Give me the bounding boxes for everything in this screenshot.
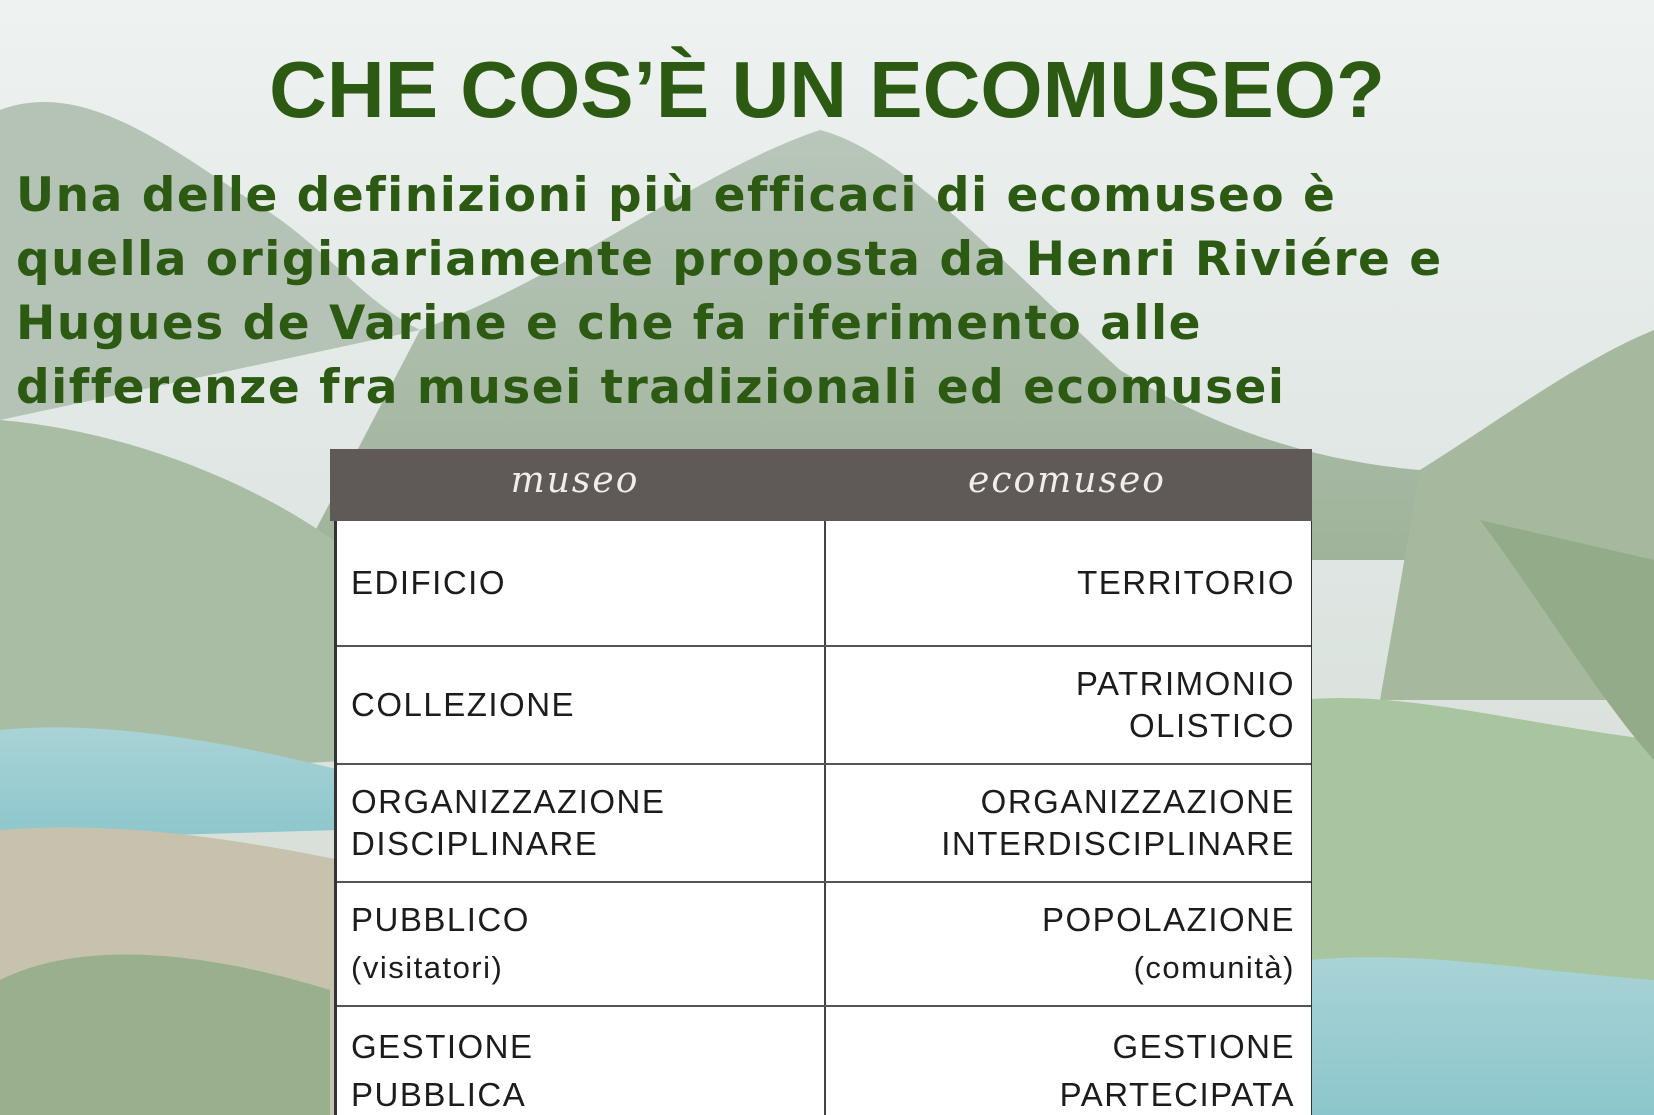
cell-subtext: (visitatori) xyxy=(351,950,504,985)
cell-text: GESTIONE xyxy=(1112,1028,1295,1065)
intro-paragraph xyxy=(16,164,1636,420)
cell-text: PARTECIPATA xyxy=(1059,1076,1295,1113)
cell-text: DISCIPLINARE xyxy=(351,825,599,862)
cell-text: POPOLAZIONE xyxy=(1041,901,1295,938)
cell-text: GESTIONE xyxy=(351,1028,534,1065)
intro-line: differenze fra musei tradizionali ed ecomusei xyxy=(16,360,1286,415)
intro-line: Una delle definizioni più efficaci di ecomuseo è xyxy=(16,168,1337,223)
table-row xyxy=(337,521,1311,647)
header-museo: museo xyxy=(510,460,640,501)
comparison-table xyxy=(330,449,1312,1115)
cell-museo xyxy=(351,521,811,645)
cell-ecomuseo xyxy=(829,883,1295,1005)
cell-subtext: (comunità) xyxy=(1133,950,1295,985)
cell-ecomuseo xyxy=(829,1007,1295,1115)
intro-line: quella originariamente proposta da Henri Riviére e xyxy=(16,232,1443,287)
cell-museo xyxy=(351,765,811,881)
table-row xyxy=(337,765,1311,883)
cell-text: PUBBLICA xyxy=(351,1076,527,1113)
cell-text: EDIFICIO xyxy=(351,564,507,601)
cell-museo xyxy=(351,647,811,763)
cell-ecomuseo xyxy=(829,521,1295,645)
cell-text: ORGANIZZAZIONE xyxy=(351,783,666,820)
header-ecomuseo: ecomuseo xyxy=(968,460,1166,501)
intro-line: Hugues de Varine e che fa riferimento alle xyxy=(16,296,1202,351)
table-body xyxy=(334,521,1312,1115)
cell-text: PATRIMONIO xyxy=(1075,665,1295,702)
cell-text: PUBBLICO xyxy=(351,901,530,938)
table-header xyxy=(330,449,1312,521)
cell-text: COLLEZIONE xyxy=(351,686,576,723)
cell-ecomuseo xyxy=(829,765,1295,881)
cell-museo xyxy=(351,883,811,1005)
cell-text: TERRITORIO xyxy=(1077,564,1295,601)
cell-museo xyxy=(351,1007,811,1115)
cell-text: ORGANIZZAZIONE xyxy=(980,783,1295,820)
cell-text: OLISTICO xyxy=(1128,707,1295,744)
page-title: CHE COS’È UN ECOMUSEO? xyxy=(269,45,1385,134)
table-row xyxy=(337,1007,1311,1115)
table-row xyxy=(337,883,1311,1007)
table-row xyxy=(337,647,1311,765)
cell-ecomuseo xyxy=(829,647,1295,763)
cell-text: INTERDISCIPLINARE xyxy=(941,825,1295,862)
